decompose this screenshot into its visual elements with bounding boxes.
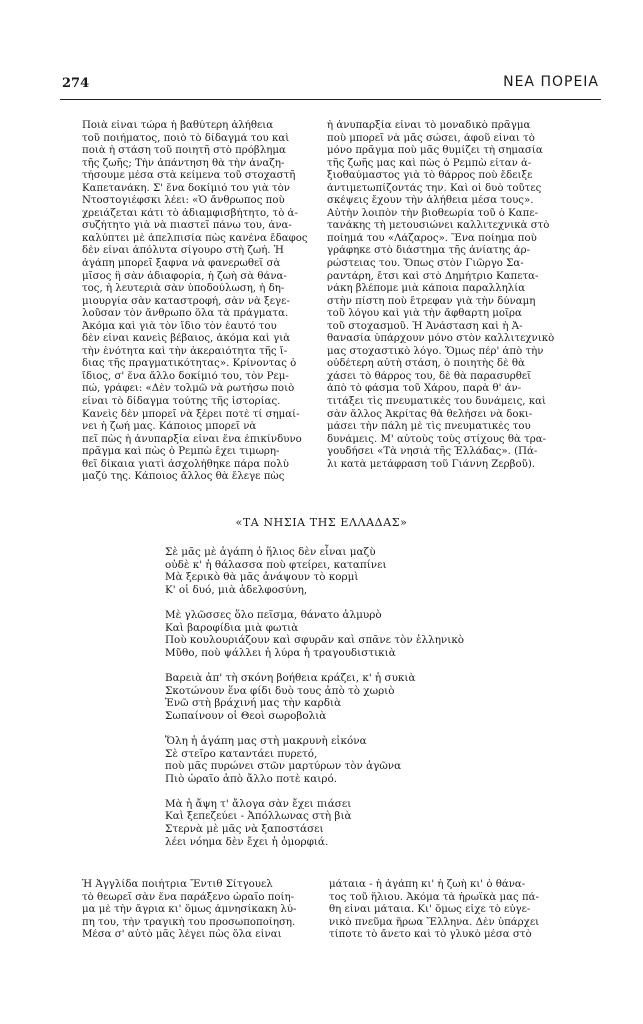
text-line: Μέσα σ' αὐτὸ μᾶς λέγει πὼς ὅλα εἶναι: [82, 929, 282, 941]
text-line: ποὺ μπορεῖ νὰ μᾶς σώσει, ἀφοῦ εἶναι τὸ: [327, 132, 535, 144]
poem-line: ποὺ μᾶς πυρώνει στῶν μαρτύρων τὸν ἀγῶνα: [165, 760, 402, 773]
text-line: τὴν ἑνότητα καὶ τὴν ἀκεραιότητα τῆς ἴ-: [82, 345, 288, 357]
text-line: μαζύ της. Κάποιος ἄλλος θὰ ἔλεγε πὼς: [82, 471, 285, 483]
text-line: διας τῆς πραγματικότητας». Κρίνοντας ὁ: [82, 358, 297, 370]
text-line: γουδήσει «Τὰ νησιὰ τῆς Ἑλλάδας». (Πά-: [327, 446, 538, 458]
text-line: ρώστειας του. Ὅπως στὸν Γιῶργο Σα-: [327, 258, 524, 270]
text-line: μάταια - ἡ ἀγάπη κι' ἡ ζωὴ κι' ὁ θάνα-: [329, 879, 526, 890]
text-line: δυνάμεις. Μ' αὐτοὺς τοὺς στίχους θὰ τρα-: [327, 433, 547, 445]
poem-line: Σωπαίνουν οἱ Θεοὶ σωροβολιὰ: [165, 709, 327, 722]
text-line: νει ἡ ζωή μας. Κάποιος μπορεῖ νὰ: [82, 421, 257, 433]
poem-line: Μὰ ἡ ἄψη τ' ἄλογα σὰν ἔχει πιάσει: [165, 797, 352, 810]
top-right-column: [327, 120, 571, 471]
text-line: πεῖ πὼς ἡ ἀνυπαρξία εἶναι ἕνα ἐπικίνδυνο: [82, 433, 302, 445]
text-line: ποιὰ ἡ στάση τοῦ ποιητῆ στὸ πρόβλημα: [82, 145, 286, 157]
text-line: σὰν ἄλλος Ἀκρίτας θὰ θελήσει νὰ δοκι-: [327, 408, 533, 420]
poem-line: Μῦθο, ποὺ ψάλλει ἡ λύρα ἡ τραγουδιστικιὰ: [165, 646, 396, 659]
text-line: συζήτητο γιὰ νὰ πιαστεῖ πάνω του, ἀνα-: [82, 220, 292, 232]
text-line: μας στοχαστικὸ λόγο. Ὅμως πέρ' ἀπὸ τὴν: [327, 345, 544, 357]
poem-stanza: [165, 735, 545, 785]
top-left-column: [82, 120, 308, 484]
running-title: ΝΕΑ ΠΟΡΕΙΑ: [503, 74, 599, 90]
bottom-left-column: [82, 879, 308, 942]
text-line: δὲν εἶναι ἀπόλυτα σίγουρο στὴ ζωή. Ἡ: [82, 245, 284, 257]
text-line: ποίημά του «Λάζαρος». Ἕνα ποίημα ποὺ: [327, 232, 537, 244]
poem-line: Σὲ μᾶς μὲ ἀγάπη ὁ ἥλιος δὲν εἶναι μαζὺ: [165, 546, 376, 558]
poem-line: Καὶ ξεπεζεύει - Ἀπόλλωνας στὴ βιὰ: [165, 810, 352, 823]
text-line: Αὐτὴν λοιπὸν τὴν βιοθεωρία τοῦ ὁ Καπε-: [327, 207, 539, 219]
text-line: τος, ἡ λευτεριὰ σὰν ὑποδούλωση, ἡ δη-: [82, 283, 285, 295]
text-line: ἀγάπη μπορεῖ ξαφνα νὰ φανερωθεῖ σὰ: [82, 258, 281, 270]
text-line: νικὸ πνεῦμα ἥρωα Ἕλληνα. Δὲν ὑπάρχει: [329, 916, 540, 928]
text-line: στὴν πίστη ποὺ ἔτρεφαν γιὰ τὴν δύναμη: [327, 295, 536, 307]
poem-line: Μὰ ξερικὸ θὰ μᾶς ἀνάψουν τὸ κορμὶ: [165, 571, 359, 584]
text-line: τῆς ζωῆς μας καὶ πὼς ὁ Ρεμπὼ εἶταν ἀ-: [327, 157, 532, 169]
poem-line: λέει νόημα δὲν ἔχει ἡ ὀμορφιά.: [165, 835, 329, 848]
text-line: θανασία ὑπάρχουν μόνο στὸν καλλιτεχνικὸ: [327, 333, 555, 345]
page-number: 274: [62, 76, 90, 91]
poem-line: Μὲ γλῶσσες ὅλο πεῖσμα, θάνατο ἁλμυρὸ: [165, 608, 382, 621]
text-line: τίποτε τὸ ἄνετο καὶ τὸ γλυκὸ μέσα στὸ: [329, 929, 532, 941]
poem-line: Κ' οἱ δυό, μιὰ ἀδελφοσύνη,: [165, 583, 308, 596]
poem-line: Βαρειὰ ἀπ' τὴ σκόνη βοήθεια κράζει, κ' ἡ συκιὰ: [165, 671, 416, 684]
text-line: ραντάρη, ἔτσι καὶ στὸ Δημήτριο Καπετα-: [327, 270, 539, 282]
bottom-right-column: [329, 879, 573, 942]
text-line: πρᾶγμα καὶ πὼς ὁ Ρεμπὼ ἔχει τιμωρη-: [82, 446, 280, 458]
text-line: Ἀκόμα καὶ γιὰ τὸν ἴδιο τὸν ἑαυτό του: [82, 320, 277, 332]
text-line: ἀντιμετωπίζοντάς την. Καὶ οἱ δυὸ τοῦτες: [327, 182, 542, 194]
text-line: τιτάξει τὶς πνευματικὲς του δυνάμεις, καὶ: [327, 396, 547, 408]
text-line: ἴδιος, σ' ἕνα ἄλλο δοκίμιό του, τὸν Ρεμ-: [82, 370, 289, 382]
text-line: Ἡ Ἀγγλίδα ποιήτρια Ἔντιθ Σίτγουελ: [82, 879, 273, 890]
poem: [165, 546, 545, 861]
poem-line: Στερνὰ μὲ μᾶς νὰ ξαποστάσει: [165, 823, 324, 836]
text-line: εἶναι τὸ δίδαγμα τούτης τῆς ἱστορίας.: [82, 396, 281, 408]
poem-line: Ἐνῶ στὴ βράχινή μας τὴν καρδιὰ: [165, 697, 342, 710]
text-line: τὸ θεωρεῖ σὰν ἕνα παράξενο ὡραῖο ποίη-: [82, 891, 295, 903]
text-line: Ποιὰ εἶναι τώρα ἡ βαθύτερη ἀλήθεια: [82, 120, 274, 131]
text-line: λι κατὰ μετάφραση τοῦ Γιάννη Ζερβοῦ).: [327, 458, 536, 470]
text-line: Κανεὶς δὲν μπορεῖ νὰ ξέρει ποτὲ τί σημαί-: [82, 408, 300, 420]
poem-stanza: [165, 546, 545, 596]
text-line: Ντοστογιέφσκι λέει: «Ὁ ἄνθρωπος ποὺ: [82, 195, 285, 207]
text-line: νάκη βλέπομε μιὰ κάποια παραλληλία: [327, 283, 526, 295]
poem-stanza: [165, 609, 545, 659]
poem-line: οὐδὲ κ' ἡ θάλασσα ποὺ φτείρει, καταπίνει: [165, 558, 387, 571]
text-line: γράφηκε στὸ διάστημα τῆς ἀνίατης ἀρ-: [327, 245, 531, 257]
text-line: μα μὲ τὴν ἄγρια κι' ὅμως ἀμνησίκακη λύ-: [82, 904, 297, 916]
poem-line: Ποὺ κουλουριάζουν καὶ σφυρᾶν καὶ σπᾶνε τὸν ἑλληνικὸ: [165, 634, 465, 647]
text-line: ἀπὸ τὸ φάσμα τοῦ Χάρου, παρὰ θ' ἀν-: [327, 383, 522, 395]
text-line: χρειάζεται κάτι τὸ ἀδιαμφισβήτητο, τὸ ἀ-: [82, 207, 298, 219]
text-line: μῖσος ἢ σὰν ἀδιαφορία, ἡ ζωὴ σὰ θάνα-: [82, 270, 287, 282]
text-line: τανάκης τὴ μετουσιώνει καλλιτεχνικὰ στὸ: [327, 220, 550, 232]
text-line: δὲν εἶναι κανεὶς βέβαιος, ἀκόμα καὶ γιὰ: [82, 333, 291, 345]
poem-stanza: [165, 672, 545, 722]
text-line: τοῦ στοχασμοῦ. Ἡ Ἀνάσταση καὶ ἡ Ἀ-: [327, 320, 523, 332]
text-line: πώ, γράφει: «Δὲν τολμῶ νὰ ρωτήσω ποιὸ: [82, 383, 295, 395]
header-rule: [60, 99, 601, 100]
text-line: τήσουμε μέσα στὰ κείμενα τοῦ στοχαστῆ: [82, 170, 296, 182]
text-line: ἡ ἀνυπαρξία εἶναι τὸ μοναδικὸ πρᾶγμα: [327, 120, 531, 131]
text-line: ξιοθαύμαστος γιὰ τὸ θάρρος ποὺ ἔδειξε: [327, 170, 533, 182]
text-line: οὐδέτερη αὐτὴ στάση, ὁ ποιητὴς δὲ θὰ: [327, 358, 525, 370]
text-line: Καπετανάκη. Σ' ἕνα δοκίμιό του γιὰ τὸν: [82, 182, 290, 194]
text-line: μόνο πρᾶγμα ποὺ μᾶς θυμίζει τὴ σημασία: [327, 145, 543, 157]
text-line: τῆς ζωῆς; Τὴν ἀπάντηση θὰ τὴν ἀναζη-: [82, 157, 285, 169]
text-line: πη του, τὴν τραγικὴ του προσωποποίηση.: [82, 916, 296, 928]
poem-line: Καὶ βαροφίδια μιὰ φωτιὰ: [165, 621, 299, 634]
text-line: καλύπτει μὲ ἀπελπισία πὼς κανένα ἔδαφος: [82, 232, 308, 244]
poem-line: Σὲ στεῖρο καταντάει πυρετό,: [165, 747, 318, 760]
text-line: σκέψεις ἔχουν τὴν ἀλήθεια μέσα τους».: [327, 195, 534, 207]
text-line: μάσει τὴν πάλη μὲ τὶς πνευματικὲς του: [327, 421, 531, 433]
poem-line: Ὅλη ἡ ἀγάπη μας στὴ μακρυνὴ εἰκόνα: [165, 734, 367, 747]
text-line: χάσει τὸ θάρρος του, δὲ θὰ παρασυρθεῖ: [327, 370, 532, 382]
text-line: λοῦσαν τὸν ἄνθρωπο ὅλα τὰ πράγματα.: [82, 308, 289, 320]
poem-line: Πιὸ ὡραῖο ἀπὸ ἄλλο ποτὲ καιρό.: [165, 772, 338, 785]
poem-line: Σκοτώνουν ἕνα φίδι δυὸ τους ἀπὸ τὸ χωριὸ: [165, 684, 395, 697]
poem-stanza: [165, 798, 545, 848]
text-line: θη εἶναι μάταια. Κι' ὅμως εἶχε τὸ εὐγε-: [329, 904, 531, 916]
text-line: τοῦ λόγου καὶ γιὰ τὴν ἄφθαρτη μοῖρα: [327, 308, 522, 320]
text-line: τοῦ ποιήματος, ποιὸ τὸ δίδαγμά του καὶ: [82, 132, 290, 144]
text-line: θεῖ δίκαια γιατὶ ἀσχολήθηκε πάρα πολὺ: [82, 458, 289, 470]
text-line: τος τοῦ ἥλιου. Ἀκόμα τὰ ἡρωϊκὰ μας πά-: [329, 891, 539, 903]
text-line: μιουργία σὰν καταστροφή, σὰν νὰ ξεγε-: [82, 295, 290, 307]
poem-title: «ΤΑ ΝΗΣΙΑ ΤΗΣ ΕΛΛΑΔΑΣ»: [235, 516, 408, 529]
